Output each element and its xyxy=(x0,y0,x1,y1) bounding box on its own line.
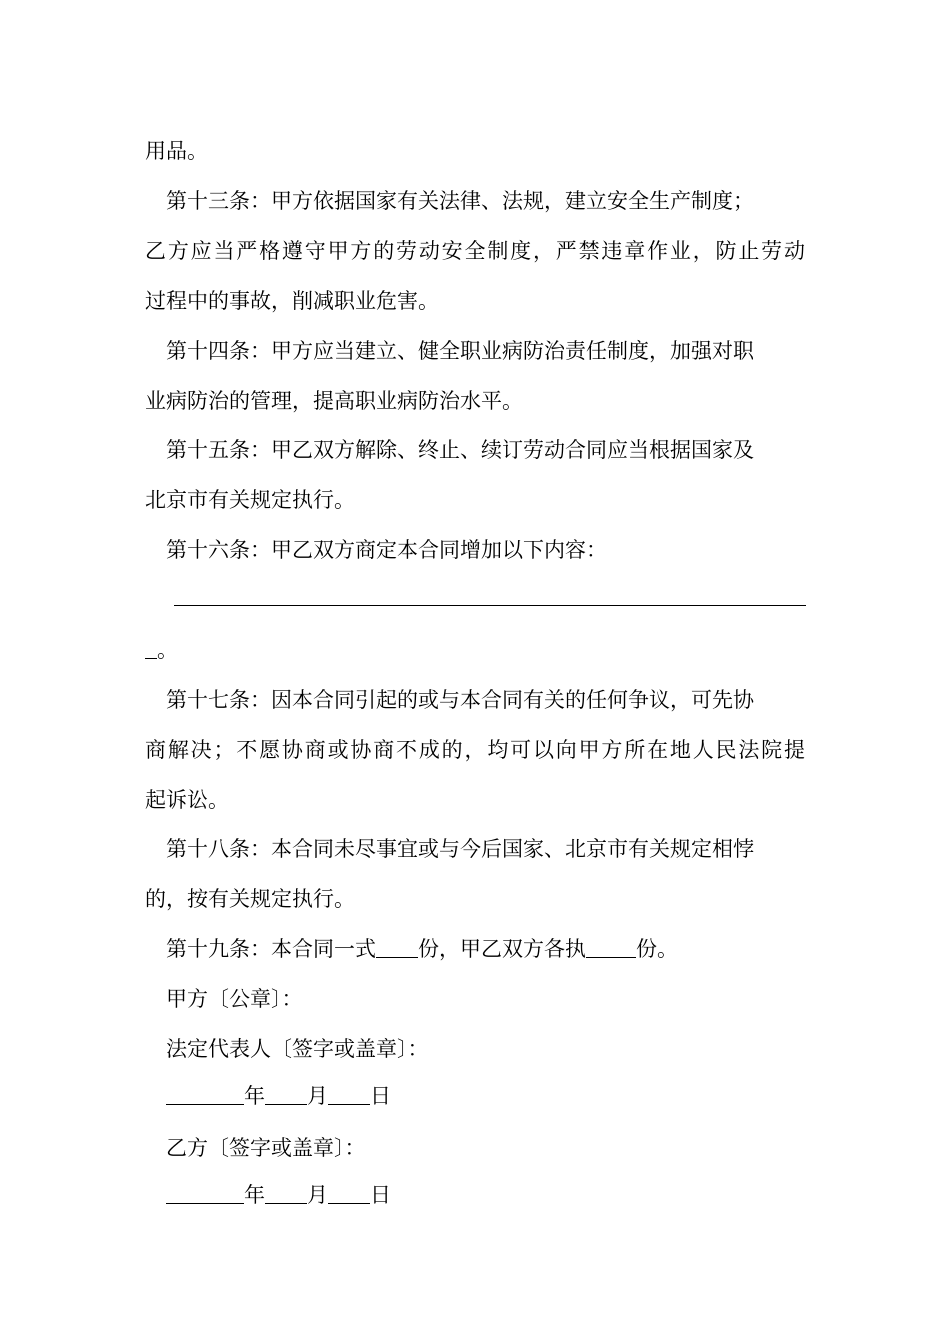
year-label: 年 xyxy=(244,1183,265,1207)
year-label: 年 xyxy=(244,1084,265,1108)
party-a-date-line xyxy=(166,1081,831,1111)
article-19-line xyxy=(166,934,831,964)
article-19-text-post: 份。 xyxy=(636,937,678,961)
article-16-blank-end xyxy=(145,635,810,665)
article-18-line-1: 第十八条：本合同未尽事宜或与今后国家、北京市有关规定相悖 xyxy=(166,837,754,861)
legal-representative-label: 法定代表人〔签字或盖章〕： xyxy=(166,1037,429,1061)
party-a-label: 甲方〔公章〕： xyxy=(166,987,303,1011)
article-15-line-2: 北京市有关规定执行。 xyxy=(145,488,355,512)
text-line: 用品。 xyxy=(145,139,208,163)
article-16-line-1: 第十六条：甲乙双方商定本合同增加以下内容： xyxy=(166,538,607,562)
day-label: 日 xyxy=(370,1183,391,1207)
article-19-text-mid: 份，甲乙双方各执 xyxy=(418,937,586,961)
month-label: 月 xyxy=(307,1084,328,1108)
article-16-blank-line xyxy=(174,605,806,606)
year-blank xyxy=(166,1084,244,1105)
article-19-text-pre: 第十九条：本合同一式 xyxy=(166,937,376,961)
day-blank xyxy=(328,1084,370,1105)
copies-blank xyxy=(376,937,418,958)
blank-underline xyxy=(145,640,157,659)
article-17-line-1: 第十七条：因本合同引起的或与本合同有关的任何争议，可先协 xyxy=(166,688,754,712)
day-label: 日 xyxy=(370,1084,391,1108)
article-14-line-1: 第十四条：甲方应当建立、健全职业病防治责任制度，加强对职 xyxy=(166,339,754,363)
party-b-label: 乙方〔签字或盖章〕： xyxy=(166,1136,366,1160)
article-13-line-2: 乙方应当严格遵守甲方的劳动安全制度，严禁违章作业，防止劳动 xyxy=(145,239,805,263)
month-blank xyxy=(265,1183,307,1204)
article-14-line-2: 业病防治的管理，提高职业病防治水平。 xyxy=(145,389,523,413)
each-copies-blank xyxy=(586,937,636,958)
year-blank xyxy=(166,1183,244,1204)
article-15-line-1: 第十五条：甲乙双方解除、终止、续订劳动合同应当根据国家及 xyxy=(166,438,754,462)
month-label: 月 xyxy=(307,1183,328,1207)
month-blank xyxy=(265,1084,307,1105)
article-17-line-2: 商解决；不愿协商或协商不成的，均可以向甲方所在地人民法院提 xyxy=(145,738,805,762)
article-16-end-punct: 。 xyxy=(157,638,178,662)
article-13-line-3: 过程中的事故，削减职业危害。 xyxy=(145,289,439,313)
article-17-line-3: 起诉讼。 xyxy=(145,788,229,812)
article-18-line-2: 的，按有关规定执行。 xyxy=(145,887,355,911)
day-blank xyxy=(328,1183,370,1204)
party-b-date-line xyxy=(166,1180,831,1210)
article-13-line-1: 第十三条：甲方依据国家有关法律、法规，建立安全生产制度； xyxy=(166,189,754,213)
